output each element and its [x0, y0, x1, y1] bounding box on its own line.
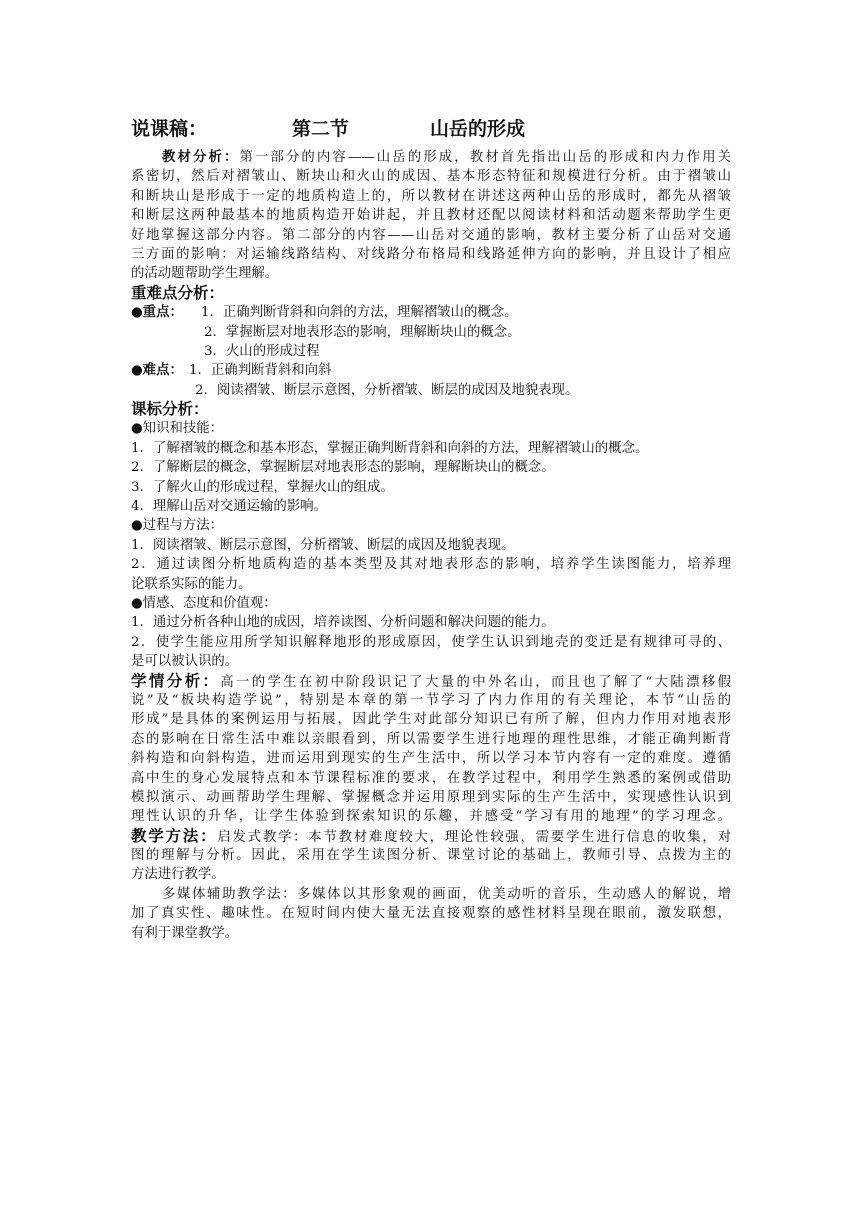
title-prefix: 说课稿： — [131, 118, 208, 140]
xueqing-paragraph-line: 模拟演示、动画帮助学生理解、掌握概念并运用原理到实际的生产生活中，实现感性认识到 — [131, 789, 731, 805]
kebiao-line: 3．了解火山的形成过程，掌握火山的组成。 — [131, 479, 394, 495]
kebiao-line: ●情感、态度和价值观： — [131, 595, 277, 611]
jiaocai-paragraph-line: 系密切，然后对褶皱山、断块山和火山的成因、基本形态特征和规模进行分析。由于褶皱山 — [131, 169, 731, 185]
nan-label: ●难点： — [131, 363, 183, 379]
kebiao-heading: 课标分析： — [131, 400, 209, 419]
xueqing-paragraph-line: 态的影响在日常生活中难以亲眼看到，所以需要学生进行地理的理性思维，才能正确判断背 — [131, 731, 731, 747]
title-name: 山岳的形成 — [430, 118, 526, 140]
kebiao-line: 1．了解褶皱的概念和基本形态，掌握正确判断背斜和向斜的方法，理解褶皱山的概念。 — [131, 440, 649, 456]
jiaocai-paragraph-line: 教材分析：第一部分的内容——山岳的形成，教材首先指出山岳的形成和内力作用关 — [162, 150, 732, 165]
zhong-label: ●重点： — [131, 305, 183, 321]
zhong-item: 2．掌握断层对地表形态的影响，理解断块山的概念。 — [204, 324, 521, 340]
kebiao-line: ●知识和技能： — [131, 421, 224, 437]
document-page — [131, 110, 731, 943]
media-paragraph-line: 有利于课堂教学。 — [131, 925, 239, 941]
xueqing-paragraph-line: 形成”是具体的案例运用与拓展，因此学生对此部分知识已有所了解，但内力作用对地表形 — [131, 712, 731, 728]
zhong-item: 3．火山的形成过程 — [204, 343, 320, 359]
kebiao-line: ●过程与方法： — [131, 518, 224, 534]
xueqing-paragraph-line: 斜构造和向斜构造，进而运用到现实的生产生活中，所以学习本节内容有一定的难度。遵循 — [131, 751, 731, 767]
kebiao-line: 1．阅读褶皱、断层示意图，分析褶皱、断层的成因及地貌表现。 — [131, 537, 515, 553]
fangfa-paragraph-line: 图的理解与分析。因此，采用在学生读图分析、课堂讨论的基础上，教师引导、点拨为主的 — [131, 848, 731, 864]
xueqing-paragraph-line: 高中生的身心发展特点和本节课程标准的要求，在教学过程中，利用学生熟悉的案例或借助 — [131, 770, 731, 786]
xueqing-label: 学情分析： — [131, 671, 221, 690]
jiaocai-paragraph-line: 好地掌握这部分内容。第二部分的内容——山岳对交通的影响，教材主要分析了山岳对交通 — [131, 227, 731, 243]
xueqing-paragraph-line: 学情分析：高一的学生在初中阶段识记了大量的中外名山，而且也了解了“大陆漂移假 — [131, 671, 731, 690]
jiaocai-paragraph-line: 和断层这两种最基本的地质构造开始讲起，并且教材还配以阅读材料和活动题来帮助学生更 — [131, 208, 731, 224]
jiaocai-paragraph-line: 的活动题帮助学生理解。 — [131, 266, 279, 282]
nan-item: ●难点： 1．正确判断背斜和向斜 — [131, 361, 731, 380]
xueqing-paragraph-line: 理性认识的升华，让学生体验到探索知识的乐趣，并感受“学习有用的地理”的学习理念。 — [131, 809, 731, 825]
kebiao-line: 2．使学生能应用所学知识解释地形的形成原因，使学生认识到地壳的变迁是有规律可寻的、 — [131, 634, 731, 650]
fangfa-label: 教学方法： — [131, 826, 218, 845]
xueqing-paragraph-line: 说”及“板块构造学说”，特别是本章的第一节学习了内力作用的有关理论，本节“山岳的 — [131, 692, 731, 708]
media-paragraph-line: 加了真实性、趣味性。在短时间内使大量无法直接观察的感性材料呈现在眼前，激发联想， — [131, 906, 731, 922]
kebiao-line: 论联系实际的能力。 — [131, 576, 252, 592]
kebiao-line: 1．通过分析各种山地的成因，培养读图、分析问题和解决问题的能力。 — [131, 615, 555, 631]
nan-item: 2．阅读褶皱、断层示意图，分析褶皱、断层的成因及地貌表现。 — [195, 382, 579, 398]
jiaocai-label: 教材分析： — [162, 150, 240, 165]
title-section: 第二节 — [292, 118, 350, 140]
kebiao-line: 2．了解断层的概念，掌握断层对地表形态的影响，理解断块山的概念。 — [131, 460, 555, 476]
fangfa-paragraph-line: 教学方法：启发式教学：本节教材难度较大，理论性较强，需要学生进行信息的收集，对 — [131, 826, 731, 845]
fangfa-paragraph-line: 方法进行教学。 — [131, 867, 225, 883]
jiaocai-paragraph-line: 三方面的影响：对运输线路结构、对线路分布格局和线路延伸方向的影响，并且设计了相应 — [131, 246, 731, 262]
kebiao-line: 是可以被认识的。 — [131, 654, 239, 670]
jiaocai-paragraph-line: 和断块山是形成于一定的地质构造上的，所以教材在讲述这两种山岳的形成时，都先从褶皱 — [131, 188, 731, 204]
page-title — [131, 110, 731, 148]
media-paragraph-line: 多媒体辅助教学法：多媒体以其形象观的画面，优美动听的音乐，生动感人的解说，增 — [162, 886, 731, 902]
kebiao-line: 4．理解山岳对交通运输的影响。 — [131, 499, 327, 515]
kebiao-line: 2．通过读图分析地质构造的基本类型及其对地表形态的影响，培养学生读图能力，培养理 — [131, 557, 731, 573]
zhongnan-heading: 重难点分析： — [131, 283, 225, 302]
zhong-item: ●重点： 1．正确判断背斜和向斜的方法，理解褶皱山的概念。 — [131, 303, 731, 322]
